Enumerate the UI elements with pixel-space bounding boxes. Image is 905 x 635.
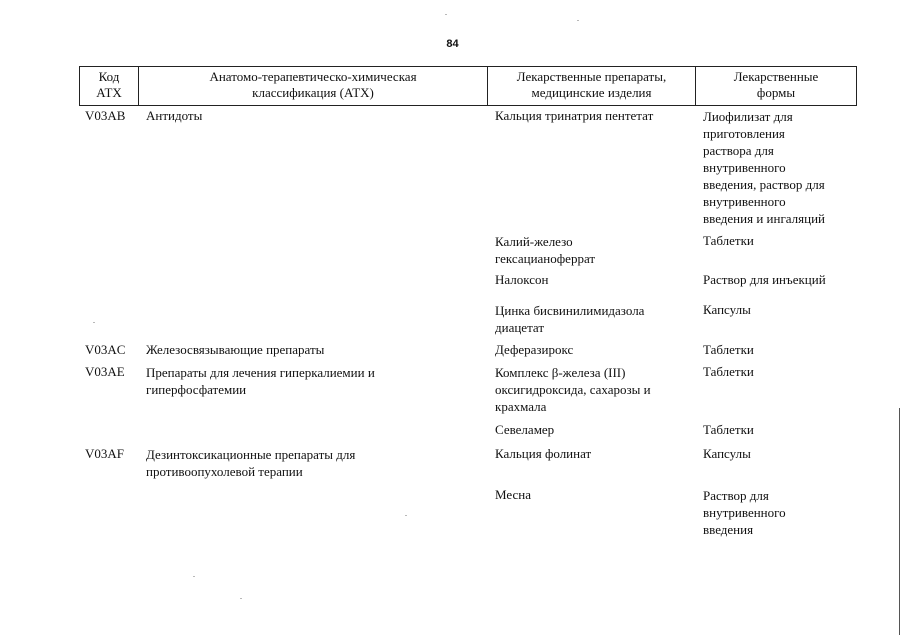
row-form: [703, 342, 754, 358]
row-code: V03AE: [85, 364, 125, 379]
row-atc-line: гиперфосфатемии: [146, 382, 247, 397]
row-drug: [495, 446, 591, 462]
row-form: [703, 272, 826, 288]
row-atc: [146, 446, 355, 480]
scan-speck: [93, 322, 95, 323]
table-header: [79, 66, 857, 106]
row-form-line: Таблетки: [703, 364, 754, 379]
scan-speck: [193, 576, 195, 577]
row-drug-line: гексацианоферрат: [495, 251, 596, 266]
header-code-line: Код: [98, 69, 120, 84]
row-drug: [495, 302, 644, 336]
row-atc-line: противоопухолевой терапии: [146, 464, 303, 479]
scan-speck: [577, 20, 579, 21]
row-form-line: введения, раствор для: [703, 177, 825, 192]
row-drug-line: крахмала: [495, 399, 547, 414]
row-drug: [495, 364, 651, 415]
header-forms-line: формы: [756, 85, 796, 100]
scan-speck: [240, 598, 242, 599]
header-code-line: АТХ: [96, 85, 122, 100]
row-form: [703, 487, 786, 538]
row-drug-line: Севеламер: [495, 422, 555, 437]
row-form-line: Таблетки: [703, 342, 754, 357]
row-drug: [495, 422, 554, 438]
row-form-line: приготовления: [703, 126, 785, 141]
row-drug-line: Деферазирокс: [495, 342, 574, 357]
row-form-line: введения: [703, 522, 754, 537]
row-drug-line: Комплекс β-железа (III): [495, 365, 626, 380]
row-atc: [146, 108, 202, 124]
page-number: 84: [446, 38, 459, 50]
row-form: [703, 302, 751, 318]
row-drug-line: Налоксон: [495, 272, 549, 287]
header-forms: [696, 67, 856, 105]
row-drug-line: Месна: [495, 487, 531, 502]
row-form: [703, 108, 825, 227]
header-forms-line: Лекарственные: [733, 69, 819, 84]
scan-speck: [405, 515, 407, 516]
row-atc: [146, 342, 324, 358]
row-atc-line: Железосвязывающие препараты: [146, 342, 325, 357]
header-atc-line: Анатомо-терапевтическо-химическая: [209, 69, 417, 84]
row-drug-line: диацетат: [495, 320, 545, 335]
row-form-line: Таблетки: [703, 233, 754, 248]
header-atc: [139, 67, 488, 105]
row-form: [703, 446, 751, 462]
header-drugs-line: Лекарственные препараты,: [516, 69, 667, 84]
header-atc-line: классификация (АТХ): [252, 85, 374, 100]
row-atc-line: Дезинтоксикационные препараты для: [146, 447, 356, 462]
row-form-line: внутривенного: [703, 194, 786, 209]
row-drug: [495, 487, 531, 503]
row-form-line: введения и ингаляций: [703, 211, 826, 226]
header-code: [80, 67, 139, 105]
row-code: V03AF: [85, 446, 125, 461]
row-form-line: Таблетки: [703, 422, 754, 437]
row-drug-line: оксигидроксида, сахарозы и: [495, 382, 651, 397]
row-form-line: раствора для: [703, 143, 774, 158]
row-drug: [495, 233, 595, 267]
row-form: [703, 364, 754, 380]
row-code: V03AC: [85, 342, 126, 357]
row-atc-line: Препараты для лечения гиперкалиемии и: [146, 365, 375, 380]
row-form-line: внутривенного: [703, 505, 786, 520]
row-code: V03AB: [85, 108, 126, 123]
row-drug-line: Кальция тринатрия пентетат: [495, 108, 654, 123]
row-form-line: Капсулы: [703, 446, 751, 461]
row-form-line: Капсулы: [703, 302, 751, 317]
row-form: [703, 422, 754, 438]
header-drugs: [488, 67, 696, 105]
row-form-line: Раствор для инъекций: [703, 272, 826, 287]
row-drug: [495, 108, 653, 124]
row-atc-line: Антидоты: [146, 108, 203, 123]
scan-speck: [445, 14, 447, 15]
row-form-line: внутривенного: [703, 160, 786, 175]
header-drugs-line: медицинские изделия: [531, 85, 652, 100]
row-form-line: Раствор для: [703, 488, 769, 503]
row-drug: [495, 342, 573, 358]
row-atc: [146, 364, 375, 398]
row-drug-line: Цинка бисвинилимидазола: [495, 303, 645, 318]
row-drug-line: Кальция фолинат: [495, 446, 592, 461]
row-form-line: Лиофилизат для: [703, 109, 793, 124]
scan-edge-line: [899, 408, 900, 635]
row-form: [703, 233, 754, 249]
row-drug: [495, 272, 548, 288]
row-drug-line: Калий-железо: [495, 234, 573, 249]
